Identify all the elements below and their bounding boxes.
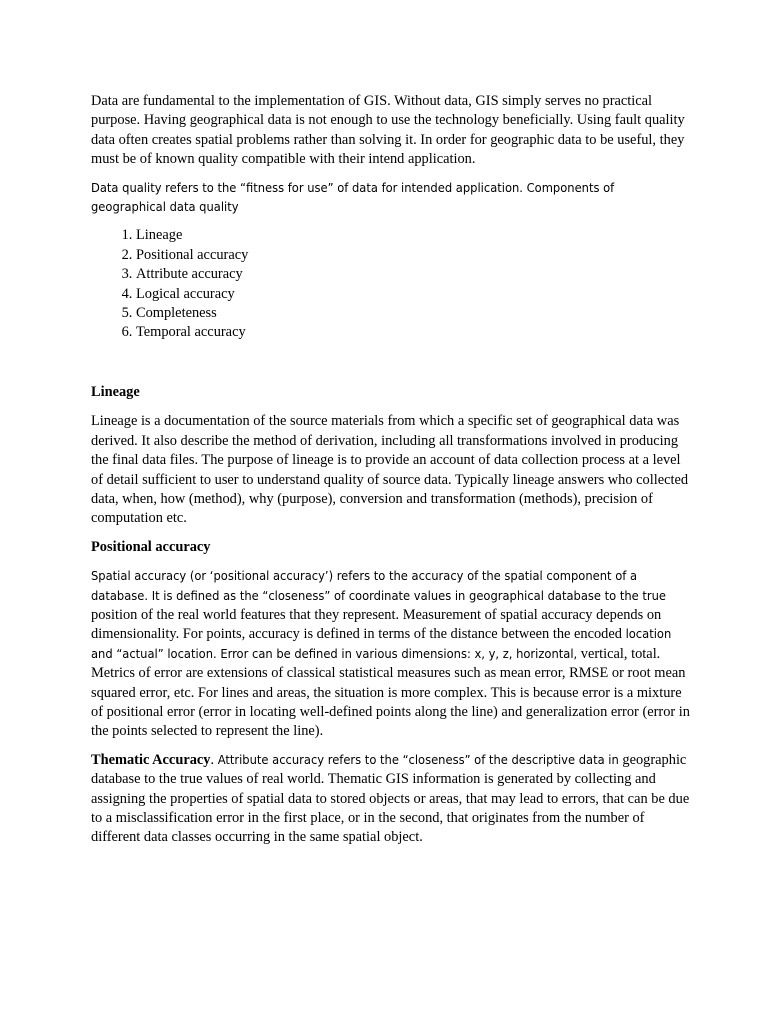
- quality-definition-text: Data quality refers to the “fitness for use” of data for intended application. Components of geographical data quality: [91, 180, 615, 216]
- thematic-text-rest: geographic database to the true values of real world. Thematic GIS information is generated by collecting and assigning the properties of spatial data to stored objects or areas, that may lead to errors, that can be due to a misclassification error in the first place, or in the second, that originates from the number of different data classes occurring in the same spatial object.: [91, 751, 690, 846]
- thematic-accuracy-paragraph: [91, 751, 691, 848]
- list-item: 1. Lineage: [136, 226, 691, 245]
- list-item: 2. Positional accuracy: [136, 246, 691, 265]
- lineage-paragraph: Lineage is a documentation of the source materials from which a specific set of geographical data was derived. It also describe the method of derivation, including all transformations involved in producing the final data files. The purpose of lineage is to provide an account of data collection process at a level of detail sufficient to user to understand quality of source data. Typically lineage answers who collected data, when, how (method), why (purpose), conversion and transformation (methods), precision of computation etc.: [91, 413, 689, 527]
- positional-accuracy-heading: Positional accuracy: [91, 538, 211, 555]
- list-item: 6. Temporal accuracy: [136, 323, 691, 342]
- list-item: 3. Attribute accuracy: [136, 265, 691, 284]
- document-page: [91, 92, 691, 857]
- positional-text-part2: position of the real world features that they represent. Measurement of spatial accuracy depends on dimensionality. For points, accuracy is defined in terms of the distance between the encoded: [91, 606, 662, 643]
- thematic-separator: .: [210, 751, 218, 768]
- quality-definition: [91, 179, 691, 218]
- thematic-text-alt: Attribute accuracy refers to the “closeness” of the descriptive data in: [217, 752, 619, 768]
- positional-text-part4: vertical, total. Metrics of error are extensions of classical statistical measures such as mean error, RMSE or root mean squared error, etc. For lines and areas, the situation is more complex. This is because error is a mixture of positional error (error in locating well-defined points along the line) and generalization error (error in the points selected to represent the line).: [91, 645, 690, 740]
- intro-paragraph: Data are fundamental to the implementation of GIS. Without data, GIS simply serves no practical purpose. Having geographical data is not enough to use the technology beneficially. Using fault quality data often creates spatial problems rather than solving it. In order for geographic data to be useful, they must be of known quality compatible with their intend application.: [91, 93, 685, 168]
- list-item: 5. Completeness: [136, 304, 691, 323]
- lineage-heading: Lineage: [91, 383, 140, 400]
- positional-text-part3: location and “actual” location. Error can be defined in various dimensions: x, y, z, horizontal,: [91, 627, 672, 662]
- components-list: [91, 226, 691, 342]
- positional-text-part1: Spatial accuracy (or ‘positional accuracy’) refers to the accuracy of the spatial component of a database. It is defined as the “closeness” of coordinate values in geographical database to the true: [91, 569, 667, 604]
- list-item: 4. Logical accuracy: [136, 285, 691, 304]
- positional-accuracy-paragraph: [91, 567, 691, 742]
- thematic-accuracy-heading: Thematic Accuracy: [91, 751, 211, 768]
